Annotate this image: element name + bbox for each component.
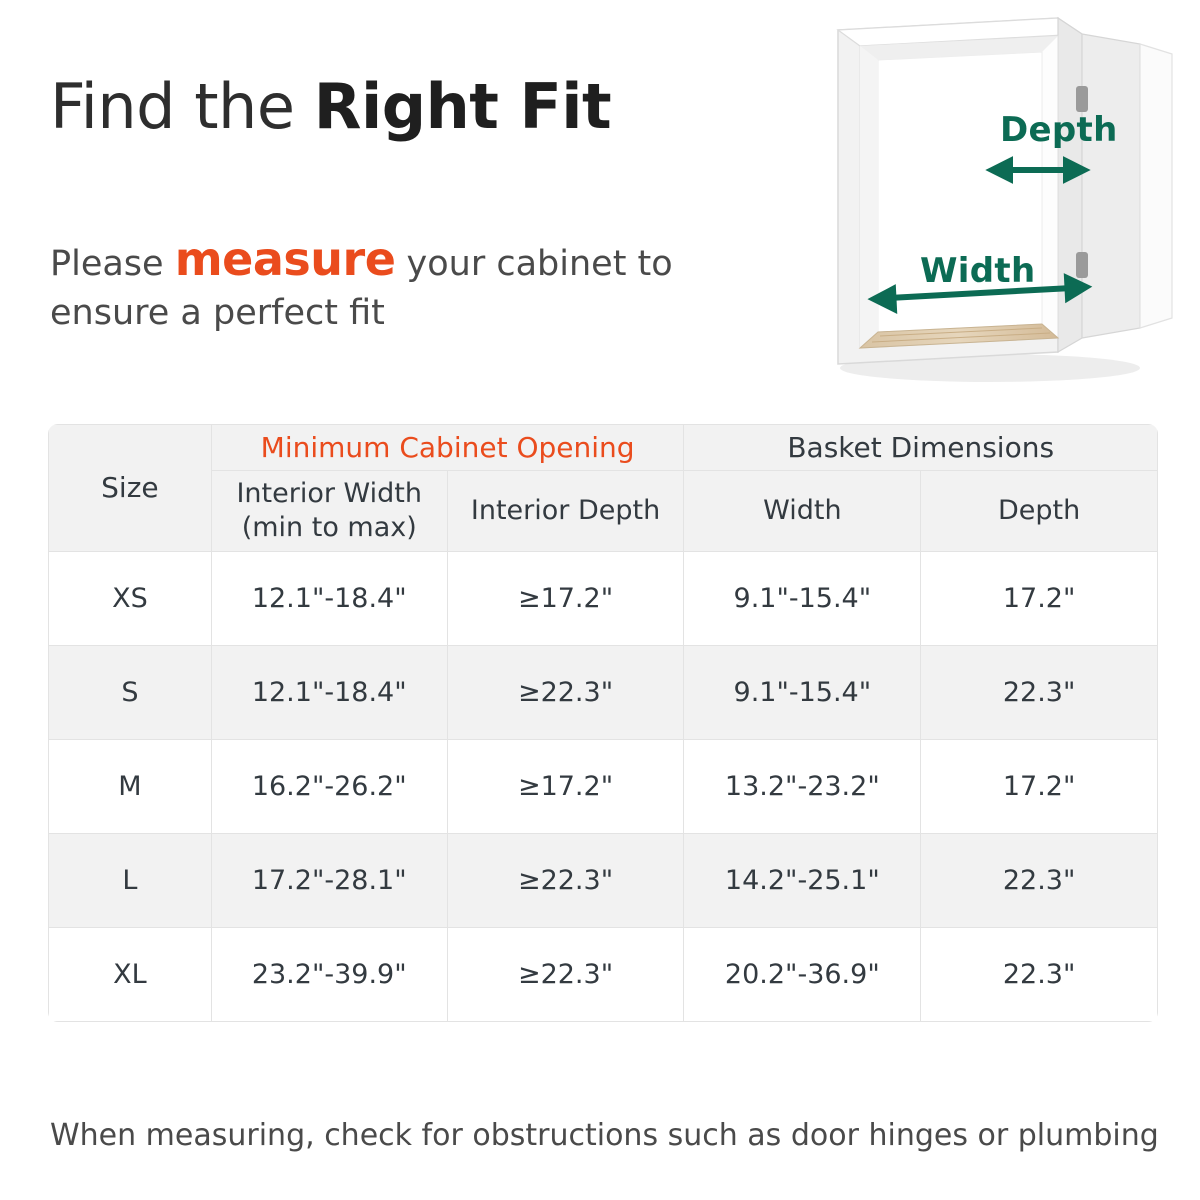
table-sub-header-row bbox=[49, 471, 1158, 552]
header-basket-width: Width bbox=[684, 471, 921, 552]
cell-interior-width: 17.2"-28.1" bbox=[211, 833, 447, 927]
header-interior-width bbox=[211, 471, 447, 552]
cell-interior-width: 23.2"-39.9" bbox=[211, 927, 447, 1021]
cell-interior-depth: ≥17.2" bbox=[447, 739, 684, 833]
cell-basket-depth: 22.3" bbox=[921, 927, 1158, 1021]
footnote-text: When measuring, check for obstructions such as door hinges or plumbing bbox=[50, 1118, 1159, 1153]
cell-basket-width: 13.2"-23.2" bbox=[684, 739, 921, 833]
cell-basket-depth: 17.2" bbox=[921, 739, 1158, 833]
cabinet-drawing bbox=[820, 8, 1190, 398]
header-basket-depth: Depth bbox=[921, 471, 1158, 552]
cell-basket-depth: 17.2" bbox=[921, 551, 1158, 645]
header-interior-width-line1: Interior Width bbox=[236, 478, 422, 509]
page-title bbox=[50, 70, 611, 143]
table-group-header-row bbox=[49, 425, 1158, 471]
cell-size: L bbox=[49, 833, 212, 927]
header-interior-depth: Interior Depth bbox=[447, 471, 684, 552]
table-row bbox=[49, 551, 1158, 645]
cabinet-illustration bbox=[820, 8, 1190, 398]
size-table bbox=[48, 424, 1158, 1022]
cell-size: S bbox=[49, 645, 212, 739]
cell-interior-width: 12.1"-18.4" bbox=[211, 551, 447, 645]
depth-dimension-label: Depth bbox=[1000, 110, 1118, 150]
cell-basket-width: 9.1"-15.4" bbox=[684, 645, 921, 739]
cell-basket-depth: 22.3" bbox=[921, 645, 1158, 739]
header-min-cabinet-opening: Minimum Cabinet Opening bbox=[211, 425, 684, 471]
header-interior-width-line2: (min to max) bbox=[241, 511, 417, 543]
cell-interior-depth: ≥22.3" bbox=[447, 927, 684, 1021]
page-title-light: Find the bbox=[50, 70, 314, 143]
cell-interior-width: 12.1"-18.4" bbox=[211, 645, 447, 739]
cell-basket-width: 20.2"-36.9" bbox=[684, 927, 921, 1021]
table-body bbox=[49, 551, 1158, 1021]
subtitle-accent: measure bbox=[174, 232, 396, 286]
cell-size: XL bbox=[49, 927, 212, 1021]
table-row bbox=[49, 927, 1158, 1021]
cell-interior-depth: ≥22.3" bbox=[447, 645, 684, 739]
header-basket-dimensions: Basket Dimensions bbox=[684, 425, 1158, 471]
table-row bbox=[49, 645, 1158, 739]
cell-basket-width: 9.1"-15.4" bbox=[684, 551, 921, 645]
subtitle-before: Please bbox=[50, 244, 175, 284]
table-row bbox=[49, 739, 1158, 833]
cell-interior-depth: ≥22.3" bbox=[447, 833, 684, 927]
header-size: Size bbox=[49, 425, 212, 552]
cell-basket-width: 14.2"-25.1" bbox=[684, 833, 921, 927]
cell-interior-width: 16.2"-26.2" bbox=[211, 739, 447, 833]
cell-interior-depth: ≥17.2" bbox=[447, 551, 684, 645]
page-title-bold: Right Fit bbox=[313, 70, 612, 143]
width-dimension-label: Width bbox=[920, 251, 1036, 291]
page-subtitle bbox=[50, 228, 770, 337]
table-row bbox=[49, 833, 1158, 927]
cell-basket-depth: 22.3" bbox=[921, 833, 1158, 927]
cell-size: XS bbox=[49, 551, 212, 645]
size-table-container bbox=[48, 424, 1158, 1022]
cell-size: M bbox=[49, 739, 212, 833]
subtitle-after: your cabinet to ensure a perfect fit bbox=[50, 244, 673, 334]
